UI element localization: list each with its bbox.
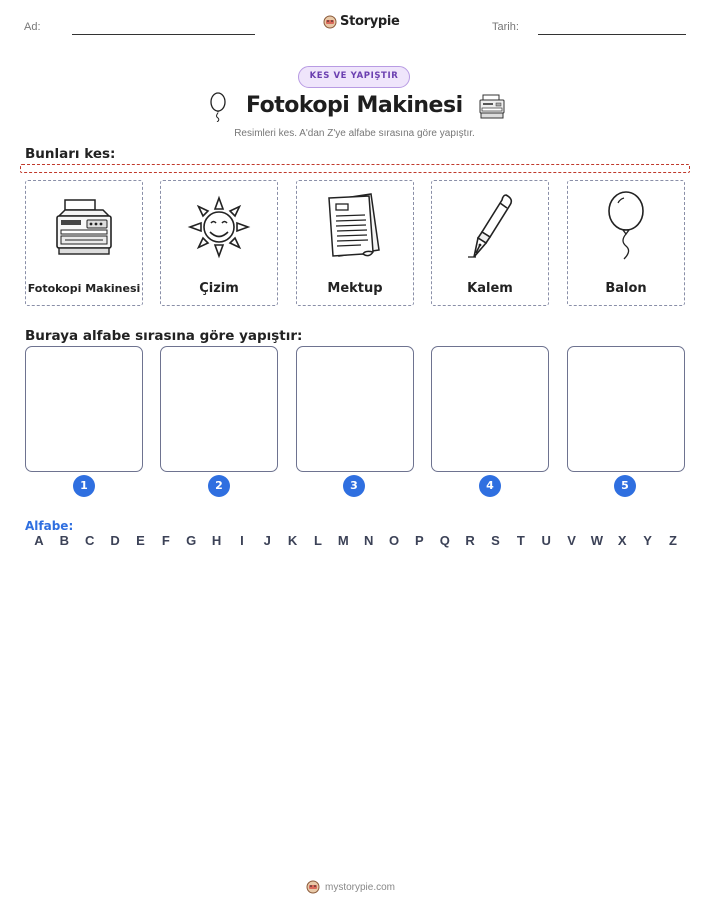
instructions: Resimleri kes. A'dan Z'ye alfabe sırasına göre yapıştır. xyxy=(234,128,475,139)
footer xyxy=(306,880,395,894)
alphabet-letter: L xyxy=(313,533,322,548)
balloon-icon xyxy=(208,92,228,122)
alphabet-letter: W xyxy=(590,533,604,548)
title-row xyxy=(0,90,709,126)
footer-url: mystorypie.com xyxy=(325,881,396,893)
cut-card-letter[interactable] xyxy=(296,180,414,306)
paste-box-2[interactable] xyxy=(160,346,278,472)
alphabet-letter: M xyxy=(337,533,349,548)
alphabet-letter: A xyxy=(34,533,44,548)
number-badge: 2 xyxy=(208,475,230,497)
alphabet-letter: C xyxy=(85,533,95,548)
alphabet-letter: G xyxy=(186,533,197,548)
alphabet-letter: U xyxy=(541,533,551,548)
header xyxy=(0,14,709,44)
alphabet-letter: E xyxy=(136,533,145,548)
fountain-pen-icon xyxy=(460,191,520,263)
cut-section-label: Bunları kes: xyxy=(25,146,116,162)
paste-box-4[interactable] xyxy=(431,346,549,472)
cut-card-drawing[interactable] xyxy=(160,180,278,306)
brand-logo xyxy=(323,14,400,29)
alphabet-letter: P xyxy=(415,533,424,548)
cut-card-pen[interactable] xyxy=(431,180,549,306)
alphabet-letter: R xyxy=(465,533,475,548)
alphabet-letter: S xyxy=(491,533,500,548)
number-badge: 3 xyxy=(343,475,365,497)
card-label: Kalem xyxy=(467,281,513,296)
sun-drawing-icon xyxy=(186,194,252,260)
storypie-mascot-icon xyxy=(306,880,320,894)
alphabet-letter: Q xyxy=(439,533,450,548)
alphabet-letter: B xyxy=(59,533,70,548)
alphabet-letter: K xyxy=(287,533,298,548)
card-label: Çizim xyxy=(199,281,239,296)
page-title: Fotokopi Makinesi xyxy=(246,93,463,118)
activity-badge: KES VE YAPIŞTIR xyxy=(298,66,410,88)
paste-box-5[interactable] xyxy=(567,346,685,472)
cut-card-photocopier[interactable] xyxy=(25,180,143,306)
cut-line xyxy=(20,164,690,173)
alphabet-letter: D xyxy=(110,533,120,548)
card-label: Balon xyxy=(605,281,647,296)
alphabet-label: Alfabe: xyxy=(25,519,74,533)
name-line xyxy=(72,34,255,35)
brand-name: Storypie xyxy=(340,14,400,29)
cut-card-balloon[interactable] xyxy=(567,180,685,306)
paste-section-label: Buraya alfabe sırasına göre yapıştır: xyxy=(25,328,303,344)
date-line xyxy=(538,34,686,35)
paste-box-3[interactable] xyxy=(296,346,414,472)
alphabet-letter: H xyxy=(211,533,222,548)
paste-box-1[interactable] xyxy=(25,346,143,472)
photocopier-icon xyxy=(51,196,117,258)
alphabet-letters xyxy=(32,533,680,553)
alphabet-letter: Y xyxy=(643,533,652,548)
date-label: Tarih: xyxy=(492,21,519,33)
alphabet-letter: I xyxy=(240,533,244,548)
alphabet-letter: F xyxy=(161,533,170,548)
number-badge: 5 xyxy=(614,475,636,497)
alphabet-letter: J xyxy=(263,533,271,548)
alphabet-letter: X xyxy=(617,533,627,548)
balloon-icon xyxy=(604,191,648,263)
card-label: Fotokopi Makinesi xyxy=(27,282,141,295)
number-badge: 4 xyxy=(479,475,501,497)
number-badge: 1 xyxy=(73,475,95,497)
photocopier-icon xyxy=(478,94,506,120)
alphabet-letter: O xyxy=(388,533,400,548)
alphabet-letter: N xyxy=(363,533,374,548)
alphabet-letter: Z xyxy=(669,533,677,548)
card-label: Mektup xyxy=(327,281,383,296)
name-label: Ad: xyxy=(24,21,41,33)
alphabet-letter: V xyxy=(567,533,576,548)
storypie-mascot-icon xyxy=(323,15,337,29)
alphabet-letter: T xyxy=(516,533,525,548)
letter-icon xyxy=(325,192,385,262)
